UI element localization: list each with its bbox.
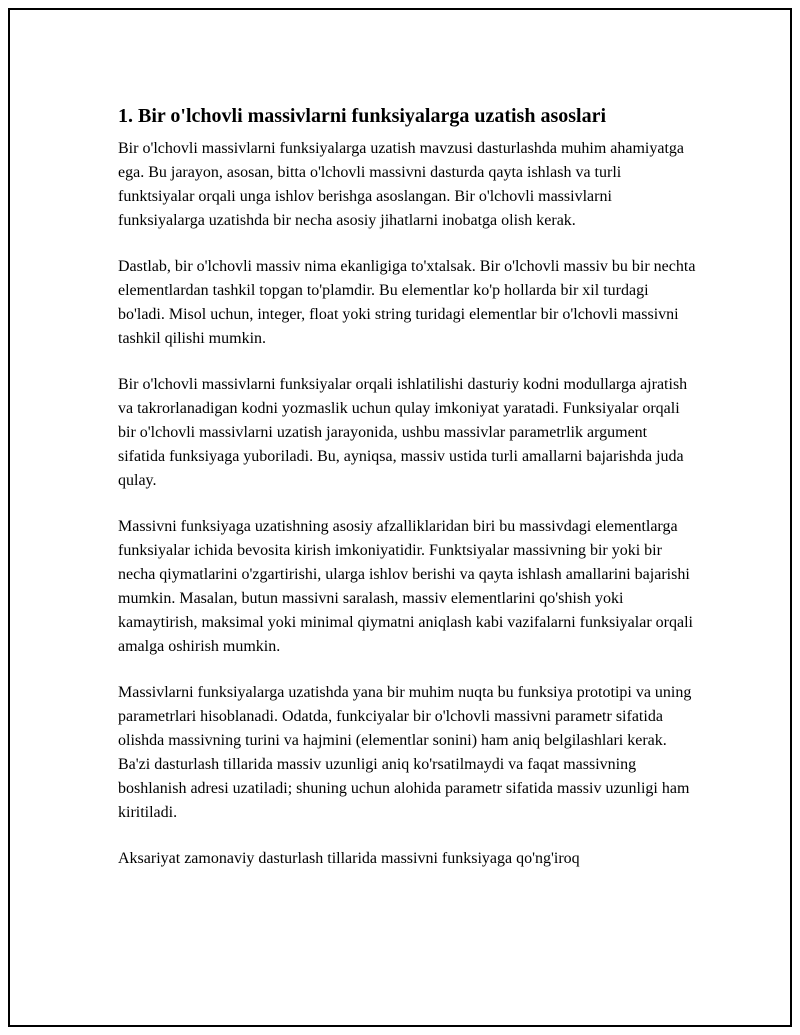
paragraph-2: Dastlab, bir o'lchovli massiv nima ekanligiga to'xtalsak. Bir o'lchovli massiv bu bir nechta elementlardan tashkil topgan to'plamdir. Bu elementlar ko'p hollarda bir xil turdagi bo'ladi. Misol uchun, integer, float yoki string turidagi elementlar bir o'lchovli massivni tashkil qilishi mumkin. (118, 258, 696, 347)
section-heading: 1. Bir o'lchovli massivlarni funksiyalarga uzatish asoslari (118, 105, 607, 127)
paragraph-1: Bir o'lchovli massivlarni funksiyalarga uzatish mavzusi dasturlashda muhim ahamiyatga ega. Bu jarayon, asosan, bitta o'lchovli massivni dasturda qayta ishlash va turli funktsiyalar orqali unga ishlov berishga asoslangan. Bir o'lchovli massivlarni funksiyalarga uzatishda bir necha asosiy jihatlarni inobatga olish kerak. (118, 140, 685, 229)
paragraph-4: Massivni funksiyaga uzatishning asosiy afzalliklaridan biri bu massivdagi elementlarga funksiyalar ichida bevosita kirish imkoniyatidir. Funktsiyalar massivning bir yoki bir necha qiymatlarini o'zgartirishi, ularga ishlov berishi va qayta ishlash amallarini bajarishi mumkin. Masalan, butun massivni saralash, massiv elementlarini qo'shish yoki kamaytirish, maksimal yoki minimal qiymatni aniqlash kabi vazifalarni funksiyalar orqali amalga oshirish mumkin. (118, 518, 693, 655)
paragraph-5: Massivlarni funksiyalarga uzatishda yana bir muhim nuqta bu funksiya prototipi va uning parametrlari hisoblanadi. Odatda, funkciyalar bir o'lchovli massivni parametr sifatida olishda massivning turini va hajmini (elementlar sonini) ham aniq belgilashlari kerak. Ba'zi dasturlash tillarida massiv uzunligi aniq ko'rsatilmaydi va faqat massivning boshlanish adresi uzatiladi; shuning uchun alohida parametr sifatida massiv uzunligi ham kiritiladi. (118, 684, 692, 821)
document-body (118, 103, 698, 893)
paragraph-6: Aksariyat zamonaviy dasturlash tillarida massivni funksiyaga qo'ng'iroq (118, 850, 580, 867)
paragraph-3: Bir o'lchovli massivlarni funksiyalar orqali ishlatilishi dasturiy kodni modullarga ajratish va takrorlanadigan kodni yozmaslik uchun qulay imkoniyat yaratadi. Funksiyalar orqali bir o'lchovli massivlarni uzatish jarayonida, ushbu massivlar parametrlik argument sifatida funksiyaga yuboriladi. Bu, ayniqsa, massiv ustida turli amallarni bajarishda juda qulay. (118, 376, 688, 489)
page-frame (8, 8, 792, 1027)
